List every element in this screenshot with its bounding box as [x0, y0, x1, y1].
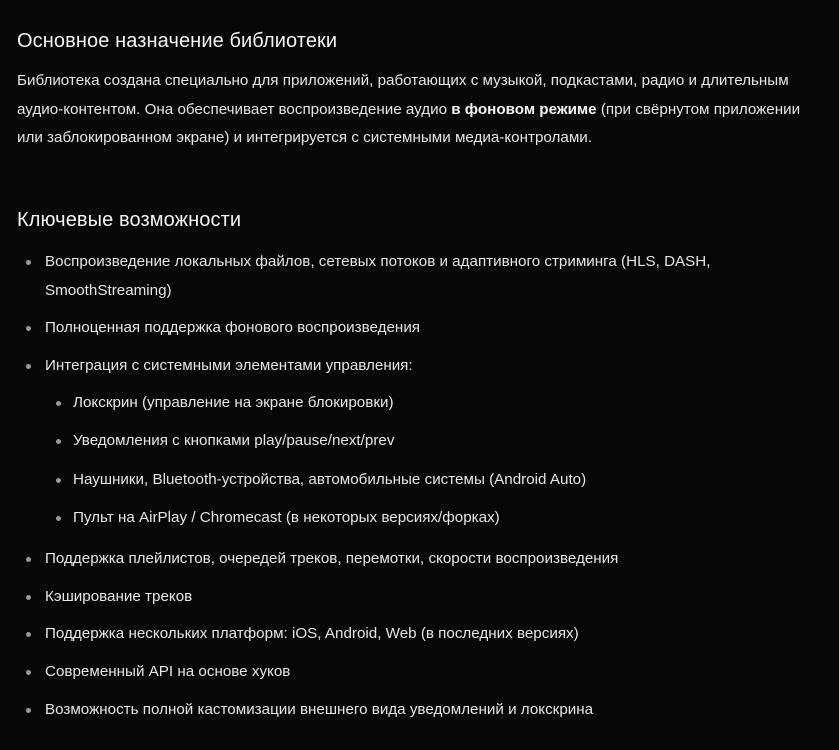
- purpose-paragraph: [17, 67, 817, 153]
- list-item-text: Уведомления с кнопками play/pause/next/prev: [73, 432, 395, 450]
- list-item: [17, 314, 817, 343]
- list-item: [17, 658, 817, 687]
- bullet-icon: [26, 326, 31, 331]
- paragraph-text: Библиотека создана специально для приложений, работающих с музыкой, подкастами, радио и длительным аудио-контентом. Она обеспечивает воспроизведение аудио: [17, 72, 789, 118]
- bullet-icon: [56, 401, 61, 406]
- list-item-text: Современный API на основе хуков: [45, 663, 291, 681]
- sub-list-item: [17, 466, 817, 495]
- list-item: [17, 545, 817, 574]
- section-heading-purpose: Основное назначение библиотеки: [17, 30, 338, 52]
- bullet-icon: [56, 516, 61, 521]
- list-item-text: Полноценная поддержка фонового воспроизведения: [45, 319, 421, 337]
- list-item-text: Воспроизведение локальных файлов, сетевых потоков и адаптивного стриминга (HLS, DASH, SmoothStreaming): [45, 253, 711, 299]
- sub-list-item: [17, 389, 817, 418]
- bullet-icon: [26, 632, 31, 637]
- list-item: [17, 248, 817, 305]
- features-list: [17, 248, 817, 733]
- bullet-icon: [26, 557, 31, 562]
- section-heading-features: Ключевые возможности: [17, 209, 242, 231]
- list-item-text: Поддержка плейлистов, очередей треков, перемотки, скорости воспроизведения: [45, 550, 619, 568]
- bullet-icon: [26, 364, 31, 369]
- bullet-icon: [26, 708, 31, 713]
- list-item-text: Локскрин (управление на экране блокировки): [73, 394, 394, 412]
- bullet-icon: [56, 439, 61, 444]
- list-item-text: Интеграция с системными элементами управления:: [45, 356, 413, 374]
- paragraph-text: (при свёрнутом приложении или заблокированном экране) и интегрируется с системными медиа-контролами.: [17, 100, 801, 147]
- sub-list-item: [17, 504, 817, 533]
- list-item-text: Поддержка нескольких платформ: iOS, Android, Web (в последних версиях): [45, 625, 579, 643]
- list-item: [17, 583, 817, 612]
- list-item: [17, 620, 817, 649]
- list-item: [17, 696, 817, 725]
- list-item-text: Возможность полной кастомизации внешнего вида уведомлений и локскрина: [45, 700, 594, 718]
- list-item: [17, 352, 817, 381]
- bullet-icon: [26, 260, 31, 265]
- bullet-icon: [56, 478, 61, 483]
- list-item-text: Пульт на AirPlay / Chromecast (в некоторых версиях/форках): [73, 508, 500, 526]
- bullet-icon: [26, 595, 31, 600]
- sub-list-item: [17, 427, 817, 456]
- list-item-text: Кэширование треков: [45, 587, 193, 605]
- list-item-text: Наушники, Bluetooth-устройства, автомобильные системы (Android Auto): [73, 470, 587, 488]
- bullet-icon: [26, 670, 31, 675]
- paragraph-bold-text: в фоновом режиме: [451, 100, 597, 118]
